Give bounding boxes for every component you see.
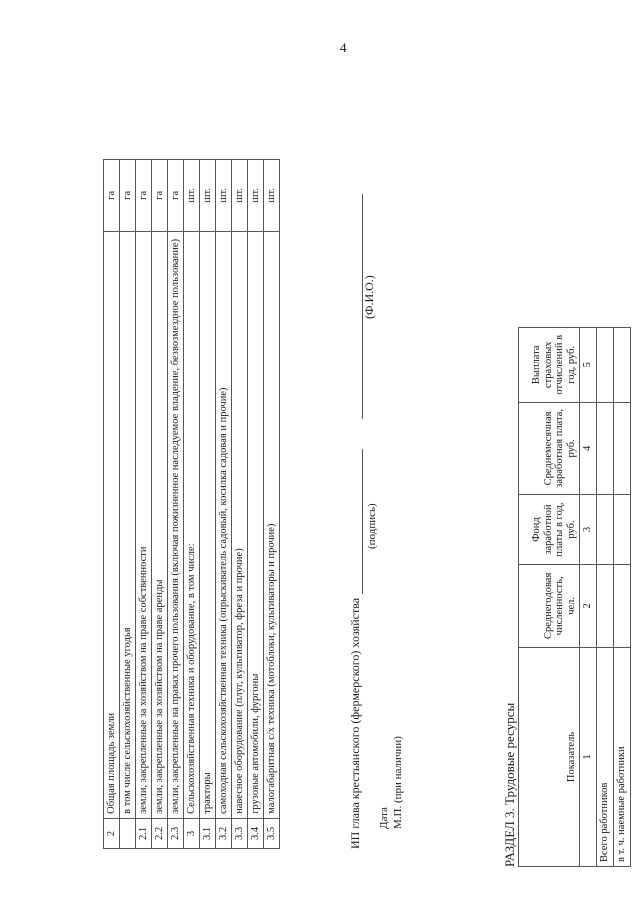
row-number: 2.2 — [152, 818, 168, 848]
table-cell — [597, 328, 614, 403]
table-row — [104, 160, 120, 849]
row-number: 2 — [104, 818, 120, 848]
table-cell — [614, 564, 631, 647]
row-label: в том числе сельскохозяйственные угодья — [120, 231, 136, 818]
table-cell — [597, 402, 614, 495]
row-number: 3.4 — [248, 818, 264, 848]
unit-cell: га — [120, 160, 136, 232]
table-row — [120, 160, 136, 849]
row-label: в т. ч. наемные работники — [614, 648, 631, 867]
column-header: Фонд заработной платы в год, руб. — [519, 495, 580, 564]
signature-block — [348, 89, 408, 849]
row-label: Всего работников — [597, 648, 614, 867]
signature-caption: (подпись) — [366, 503, 378, 549]
row-label: земли, закрепленные на правах прочего пользования (включая пожизненное наследуемое владение, безвозмездное пользование) — [168, 231, 184, 818]
table-row — [152, 160, 168, 849]
table-cell — [597, 495, 614, 564]
labor-resources-table — [518, 327, 631, 867]
column-header: Среднемесячная заработная плата, руб. — [519, 402, 580, 495]
row-number: 3.3 — [232, 818, 248, 848]
table-cell — [597, 564, 614, 647]
row-number: 3.5 — [264, 818, 280, 848]
table-row — [614, 328, 631, 867]
table-row — [216, 160, 232, 849]
row-number — [120, 818, 136, 848]
row-number: 3.1 — [200, 818, 216, 848]
column-number: 1 — [580, 648, 597, 867]
date-label: Дата — [378, 807, 390, 829]
resources-table — [103, 159, 280, 849]
stamp-label: М.П. (при наличии) — [392, 736, 404, 829]
unit-cell: шт. — [184, 160, 200, 232]
page-number: 4 — [340, 40, 347, 55]
table-row — [597, 328, 614, 867]
row-label: навесное оборудование (плуг, культиватор, фреза и прочие) — [232, 231, 248, 818]
row-label: земли, закрепленные за хозяйством на праве собственности — [136, 231, 152, 818]
column-header: Выплата страховых отчислений в год, руб. — [519, 328, 580, 403]
fio-caption: (Ф.И.О.) — [362, 275, 376, 319]
table-cell — [614, 495, 631, 564]
unit-cell: шт. — [232, 160, 248, 232]
column-number: 3 — [580, 495, 597, 564]
table-row — [232, 160, 248, 849]
unit-cell: шт. — [248, 160, 264, 232]
row-label: грузовые автомобили, фургоны — [248, 231, 264, 818]
unit-cell: га — [136, 160, 152, 232]
unit-cell: га — [168, 160, 184, 232]
unit-cell: шт. — [264, 160, 280, 232]
table-row — [184, 160, 200, 849]
row-number: 2.1 — [136, 818, 152, 848]
row-number: 3.2 — [216, 818, 232, 848]
table-row — [248, 160, 264, 849]
unit-cell: шт. — [216, 160, 232, 232]
table-row — [168, 160, 184, 849]
header-row — [519, 328, 580, 867]
table-row — [264, 160, 280, 849]
signature-heading: ИП глава крестьянского (фермерского) хозяйства — [348, 597, 362, 849]
column-number: 2 — [580, 564, 597, 647]
table-row — [136, 160, 152, 849]
unit-cell: га — [104, 160, 120, 232]
column-number-row — [580, 328, 597, 867]
unit-cell: шт. — [200, 160, 216, 232]
row-label: малогабаритная с/х техника (мотоблоки, культиваторы и прочие) — [264, 231, 280, 818]
row-number: 3 — [184, 818, 200, 848]
column-number: 5 — [580, 328, 597, 403]
row-label: Общая площадь земли — [104, 231, 120, 818]
row-label: земли, закрепленные за хозяйством на праве аренды — [152, 231, 168, 818]
column-number: 4 — [580, 402, 597, 495]
table-cell — [614, 402, 631, 495]
row-number: 2.3 — [168, 818, 184, 848]
table-row — [200, 160, 216, 849]
row-label: Сельскохозяйственная техника и оборудование, в том числе: — [184, 231, 200, 818]
column-header: Среднегодовая численность, чел. — [519, 564, 580, 647]
row-label: самоходная сельскохозяйственная техника (опрыскиватель садовый, косилка садовая и прочие) — [216, 231, 232, 818]
column-header: Показатель — [519, 648, 580, 867]
signature-line — [362, 449, 363, 594]
unit-cell: га — [152, 160, 168, 232]
section3-title: РАЗДЕЛ 3. Трудовые ресурсы — [502, 702, 517, 867]
row-label: тракторы — [200, 231, 216, 818]
table-cell — [614, 328, 631, 403]
